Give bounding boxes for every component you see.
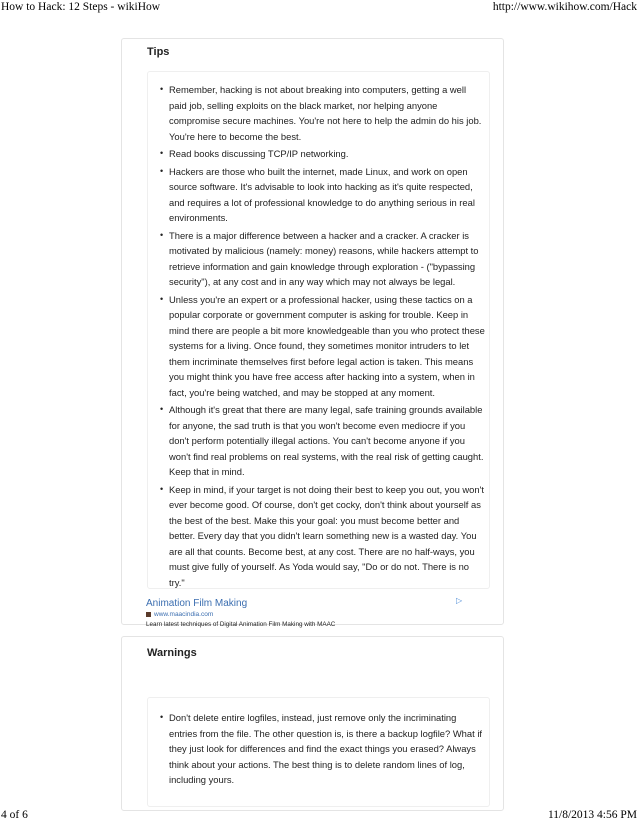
ad-domain-link[interactable]: www.maacindia.com — [146, 611, 213, 618]
tip-item: • Keep in mind, if your target is not doing their best to keep you out, you won't ever become good. Of course, don't get cocky, don't think about yourself as the best of the best. Make this your goal: you must become better and better. Every day that you didn't learn something new is a wasted day. You are all that counts. Become best, at any cost. There are no half-ways, you must give fully of yourself. As Yoda would say, "Do or do not. There is no try." — [160, 483, 484, 588]
print-header-url[interactable]: http://www.wikihow.com/Hack — [492, 1, 637, 13]
warnings-section — [121, 636, 504, 811]
bullet-icon: • — [160, 404, 164, 414]
ad-choices-icon[interactable]: ▷ — [456, 596, 463, 605]
ad-description: Learn latest techniques of Digital Animation Film Making with MAAC — [146, 621, 336, 628]
bullet-icon: • — [160, 293, 164, 304]
tips-list-box — [147, 71, 490, 589]
bullet-icon: • — [160, 148, 164, 158]
bullet-icon: • — [160, 483, 164, 494]
tip-item: • Hackers are those who built the internet, made Linux, and work on open source software. It's advisable to look into hacking as it's quite respected, and requires a lot of professional knowledge to do anything serious in real environments. — [160, 165, 475, 223]
warnings-list-box — [147, 697, 490, 807]
warning-item: • Don't delete entire logfiles, instead, just remove only the incriminating entries from the file. The other question is, is there a backup logfile? What if they just look for differences and find the exact things you erased? Always think about your actions. The best thing is to delete random lines of log, including yours. — [160, 712, 483, 785]
tip-item: • Read books discussing TCP/IP networking. — [160, 146, 485, 162]
tip-item: • Although it's great that there are many legal, safe training grounds available for anyone, the sad truth is that you won't become even mediocre if you don't perform potentially illegal actions. You can't become anyone if you won't find real problems on real systems, with the real risk of getting caught. Keep that in mind. — [160, 404, 484, 477]
tip-item: • Unless you're an expert or a professional hacker, using these tactics on a popular corporate or government computer is asking for trouble. Keep in mind there are people a bit more knowledgeable than you who protect these systems for a living. Once found, they sometimes monitor intruders to let them incriminate themselves first before legal action is taken. This means you might think you have free access after hacking into a system, when in fact, you're being watched, and may be stopped at any moment. — [160, 293, 485, 398]
bullet-icon: • — [160, 165, 164, 176]
tips-heading: Tips — [147, 46, 170, 58]
bullet-icon: • — [160, 229, 164, 240]
ad-title-link[interactable]: Animation Film Making — [146, 598, 248, 609]
print-header-title: How to Hack: 12 Steps - wikiHow — [1, 1, 161, 13]
tips-section — [121, 38, 504, 628]
warnings-heading: Warnings — [147, 647, 197, 659]
warnings-list — [160, 710, 485, 790]
bullet-icon: • — [160, 712, 164, 722]
bullet-icon: • — [160, 84, 164, 94]
print-footer-datetime: 11/8/2013 4:56 PM — [547, 809, 637, 821]
ad-favicon-icon — [146, 612, 151, 617]
print-footer-page: 4 of 6 — [1, 809, 28, 821]
tip-item: • There is a major difference between a hacker and a cracker. A cracker is motivated by malicious (namely: money) reasons, while hackers attempt to retrieve information and gain knowledge through exploration - ("bypassing security"), at any cost and in any way which may not always be legal. — [160, 229, 479, 287]
tips-list — [160, 82, 485, 592]
tip-item: • Remember, hacking is not about breaking into computers, getting a well paid job, selling exploits on the black market, nor helping anyone compromise secure machines. You're not here to help the admin do his job. You're here to become the best. — [160, 84, 482, 142]
